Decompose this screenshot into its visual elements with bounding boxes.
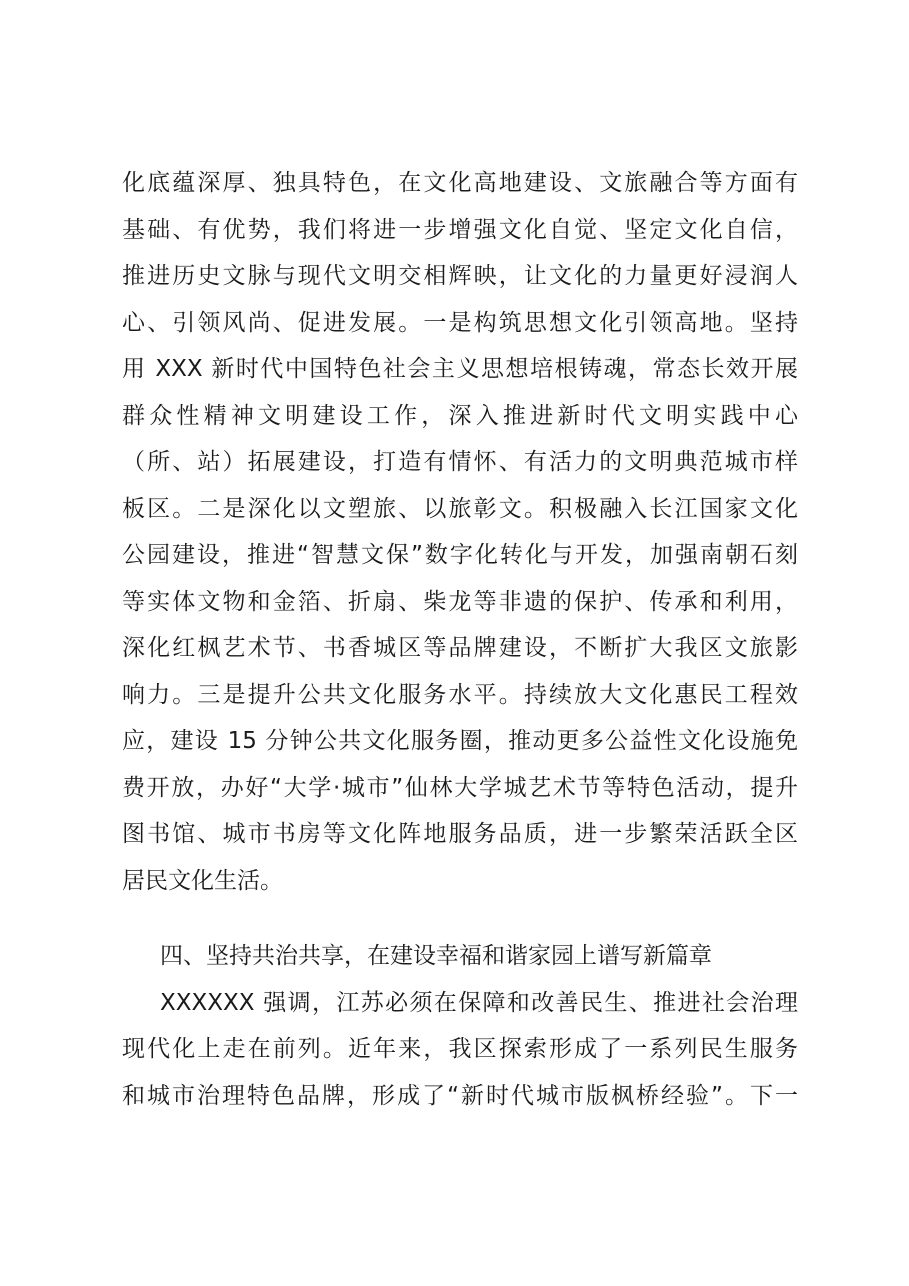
text-line: 推进历史文脉与现代文明交相辉映，让文化的力量更好浸润人 [122, 263, 798, 289]
section-four [122, 933, 798, 1119]
text-line: 板区。二是深化以文塑旅、以旅彰文。积极融入长江国家文化 [122, 495, 798, 522]
text-line: 群众性精神文明建设工作，深入推进新时代文明实践中心 [122, 402, 798, 429]
paragraph-culture [122, 160, 798, 904]
text-line: 费开放，办好“大学·城市”仙林大学城艺术节等特色活动，提升 [122, 774, 798, 801]
section-heading: 四、坚持共治共享，在建设幸福和谐家园上谱写新篇章 [160, 943, 712, 969]
text-line: 应，建设 15 分钟公共文化服务圈，推动更多公益性文化设施免 [122, 728, 798, 754]
text-line: 化底蕴深厚、独具特色，在文化高地建设、文旅融合等方面有 [122, 170, 798, 196]
text-line: 和城市治理特色品牌，形成了“新时代城市版枫桥经验”。下一 [122, 1082, 798, 1109]
text-line: 居民文化生活。 [122, 867, 283, 894]
text-line: 深化红枫艺术节、书香城区等品牌建设，不断扩大我区文旅影 [122, 635, 798, 661]
text-line: 等实体文物和金箔、折扇、柴龙等非遗的保护、传承和利用， [122, 588, 798, 615]
text-line: 基础、有优势，我们将进一步增强文化自觉、坚定文化自信， [122, 216, 798, 243]
text-line: 现代化上走在前列。近年来，我区探索形成了一系列民生服务 [122, 1036, 798, 1062]
text-line: 响力。三是提升公共文化服务水平。持续放大文化惠民工程效 [122, 681, 798, 708]
text-line: 用 XXX 新时代中国特色社会主义思想培根铸魂，常态长效开展 [122, 356, 798, 382]
text-line: 心、引领风尚、促进发展。一是构筑思想文化引领高地。坚持 [122, 309, 798, 336]
text-line: （所、站）拓展建设，打造有情怀、有活力的文明典范城市样 [122, 449, 798, 475]
text-line: 图书馆、城市书房等文化阵地服务品质，进一步繁荣活跃全区 [122, 821, 798, 847]
text-line: 公园建设，推进“智慧文保”数字化转化与开发，加强南朝石刻 [122, 542, 798, 568]
text-line: XXXXXX 强调，江苏必须在保障和改善民生、推进社会治理 [160, 989, 798, 1016]
